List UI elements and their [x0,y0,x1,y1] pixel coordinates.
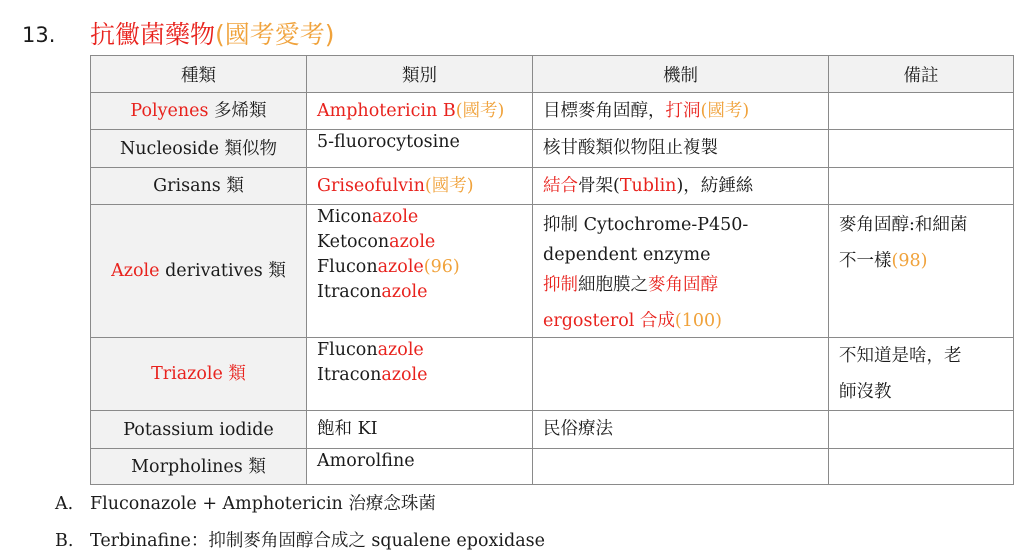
cell-line [317,93,522,129]
cell-line [543,93,818,129]
cell-mechanism [533,411,829,449]
cell-text: 核甘酸類似物阻止複製 [543,138,718,158]
cell-text: Itracon [317,365,382,385]
cell-line [317,168,522,204]
cell-content [91,93,306,129]
cell-content [829,205,1013,337]
table-row [91,411,1014,449]
note-text: Terbinafine：抑制麥角固醇合成之 squalene epoxidase [90,531,545,551]
cell-kind [91,338,307,411]
cell-content [307,130,532,167]
cell-line [153,174,244,198]
cell-content [829,93,1013,129]
cell-line [111,259,286,283]
cell-note [829,338,1014,411]
cell-text: Potassium iodide [123,419,274,440]
cell-content [307,205,532,337]
cell-text: Morpholines 類 [131,456,266,477]
section-heading [90,19,335,51]
cell-line [120,137,277,161]
section-heading-tag: (國考愛考) [215,20,335,49]
cell-content [307,338,532,410]
cell-category [307,411,533,449]
cell-text: Micon [317,207,373,227]
cell-category [307,449,533,485]
cell-text: 麥角固醇:和細菌 [839,215,968,235]
section-heading-main: 抗黴菌藥物 [90,20,216,49]
cell-text: Polyenes [130,101,209,121]
cell-text: 打洞 [665,101,701,121]
cell-text: ergosterol 合成 [543,311,675,331]
cell-content [829,449,1013,484]
cell-text: Triazole 類 [151,364,246,384]
table-body [91,93,1014,485]
header-label: 備註 [903,65,939,86]
cell-kind [91,449,307,485]
cell-text: Azole [111,261,160,281]
cell-category [307,168,533,205]
section-title [0,19,700,51]
cell-text: 民俗療法 [543,419,613,439]
note-marker: B. [55,531,74,551]
cell-kind [91,205,307,338]
cell-content [533,205,828,337]
cell-text: 骨架( [578,176,620,196]
cell-content [307,168,532,204]
cell-text: 細胞膜之 [578,275,648,295]
cell-line [123,418,274,442]
cell-text: Nucleoside 類似物 [119,138,278,159]
cell-text: azole [381,365,428,385]
cell-line [543,240,818,270]
header-mechanism [533,56,829,93]
cell-content [829,411,1013,448]
cell-line [543,306,818,336]
cell-text: 抑制 Cytochrome-P450- [543,215,749,235]
cell-note [829,205,1014,338]
cell-mechanism [533,168,829,205]
cell-content [307,411,532,448]
cell-text: derivatives 類 [159,261,286,281]
cell-line [317,255,522,280]
header-note [829,56,1014,93]
cell-line [543,411,818,447]
cell-note [829,130,1014,168]
cell-kind [91,411,307,449]
table-row [91,130,1014,168]
cell-content [829,168,1013,204]
cell-text: dependent enzyme [543,245,711,265]
table-row [91,168,1014,205]
cell-text: )，紡錘絲 [676,176,754,196]
cell-content [91,449,306,484]
note-text: Fluconazole + Amphotericin 治療念珠菌 [90,494,436,514]
cell-text: 不知道是啥，老 [839,346,962,366]
cell-line [839,207,1003,243]
cell-content [91,205,306,337]
cell-text: azole [377,257,424,277]
cell-text: 結合 [543,176,578,196]
cell-line [317,230,522,255]
cell-line [151,362,246,386]
cell-content [829,338,1013,410]
cell-line [130,99,266,123]
cell-line [839,338,1003,374]
table-header-row [91,56,1014,93]
cell-content [533,449,828,484]
cell-note [829,93,1014,130]
cell-line [543,270,818,300]
cell-text: (國考) [455,101,505,121]
cell-kind [91,93,307,130]
cell-line [131,455,266,479]
cell-text: Flucon [317,257,378,277]
cell-text: Griseofulvin [317,176,425,196]
cell-category [307,338,533,411]
cell-line [317,449,522,474]
header-label: 機制 [663,65,698,86]
header-kind [91,56,307,93]
table-header [91,56,1014,93]
cell-content [91,168,306,204]
cell-line [317,338,522,363]
cell-text: 飽和 KI [317,419,378,439]
cell-content [307,93,532,129]
cell-mechanism [533,205,829,338]
cell-category [307,205,533,338]
cell-kind [91,130,307,168]
cell-mechanism [533,338,829,411]
cell-content [533,338,828,410]
cell-line [839,374,1003,410]
cell-line [317,363,522,388]
cell-content [533,130,828,167]
cell-line [543,210,818,240]
cell-category [307,93,533,130]
cell-text: 麥角固醇 [648,275,718,295]
cell-line [839,243,1003,279]
cell-content [91,130,306,167]
cell-text: Ketocon [317,232,390,252]
section-number: 13. [22,23,56,47]
cell-line [543,168,818,204]
cell-note [829,449,1014,485]
header-label: 類別 [402,65,437,86]
cell-line [317,411,522,447]
cell-content [307,449,532,484]
cell-text: (96) [423,257,460,277]
table-row [91,449,1014,485]
cell-text: azole [381,282,428,302]
cell-text: Amphotericin B [317,101,456,121]
cell-text: 目標麥角固醇， [543,101,666,121]
cell-text: 抑制 [543,275,578,295]
cell-text: Itracon [317,282,382,302]
note-item-b [0,527,1024,555]
cell-text: (100) [674,311,722,331]
header-category [307,56,533,93]
cell-content [91,411,306,448]
cell-mechanism [533,93,829,130]
cell-text: (國考) [424,176,474,196]
cell-content [533,168,828,204]
cell-content [533,93,828,129]
cell-text: 多烯類 [208,101,267,121]
cell-text: azole [389,232,436,252]
cell-text: Tublin [619,176,677,196]
cell-kind [91,168,307,205]
cell-text: azole [377,340,424,360]
table-row [91,338,1014,411]
note-item-a [0,490,1024,518]
cell-mechanism [533,449,829,485]
cell-category [307,130,533,168]
cell-text: azole [372,207,419,227]
table-row [91,205,1014,338]
cell-text: (國考) [700,101,750,121]
cell-text: 5-fluorocytosine [317,132,460,152]
cell-content [533,411,828,448]
cell-text: Flucon [317,340,378,360]
note-marker: A. [55,494,74,514]
cell-text: 師沒教 [839,382,892,402]
cell-line [317,205,522,230]
table-row [91,93,1014,130]
cell-content [91,338,306,410]
antifungal-drug-table [90,55,1014,485]
cell-line [317,130,522,155]
cell-text: Amorolfine [317,451,415,471]
header-label: 種類 [181,65,216,86]
cell-note [829,411,1014,449]
cell-line [543,130,818,166]
cell-text: Grisans 類 [153,176,244,196]
cell-note [829,168,1014,205]
cell-content [829,130,1013,167]
cell-text: (98) [891,251,928,271]
cell-line [317,280,522,305]
cell-mechanism [533,130,829,168]
cell-text: 不一樣 [839,251,892,271]
